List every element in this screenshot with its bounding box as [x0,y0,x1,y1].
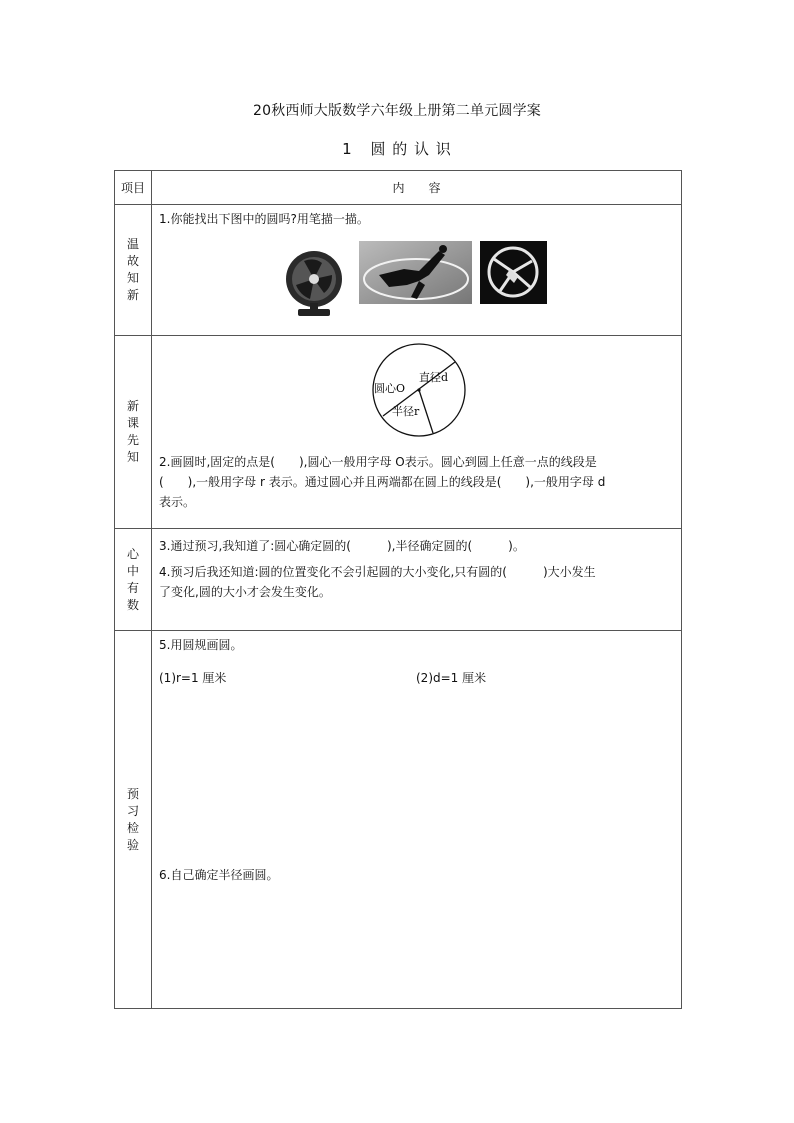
question-5-part1: (1)r=1 厘米 [159,671,227,685]
question-4-line1: 4.预习后我还知道:圆的位置变化不会引起圆的大小变化,只有圆的( )大小发生 [159,565,596,579]
preview-content-cell [152,336,682,529]
review-content-cell [152,205,682,336]
section-title [0,138,794,159]
document-title: 20秋西师大版数学六年级上册第二单元圆学案 [252,103,541,119]
fan-image [284,249,344,317]
question-2 [152,448,681,512]
header-item-cell [115,171,152,205]
question-4-line2: 了变化,圆的大小才会发生变化。 [159,585,331,599]
wheel-image [480,241,547,304]
section-number: 1 [342,140,353,158]
practice-label-cell [115,631,152,1009]
header-content-label: 内 容 [392,181,441,195]
circle-diagram [369,340,469,440]
practice-content-cell [152,631,682,1009]
review-row [115,205,682,336]
question-5-work-area [152,655,681,855]
question-4 [152,556,681,602]
center-label: 圆心O [374,382,406,395]
question-6: 6.自己确定半径画圆。 [159,868,279,882]
question-2-line3: 表示。 [159,495,196,509]
diameter-label: 直径d [419,371,449,384]
review-label-cell [115,205,152,336]
review-label: 温故知新 [126,237,139,302]
question-1: 1.你能找出下图中的圆吗?用笔描一描。 [159,212,369,226]
header-row [115,171,682,205]
preview-label-cell [115,336,152,529]
discus-throw-image [359,241,472,304]
question-5-title: 5.用圆规画圆。 [159,638,243,652]
summary-label-cell [115,529,152,631]
header-item-label: 项目 [120,181,145,195]
question-5-part2: (2)d=1 厘米 [416,671,487,685]
circle-figure-area [152,336,681,448]
radius-label: 半径r [392,405,420,418]
summary-content-cell [152,529,682,631]
picture-strip [152,229,681,319]
section-name: 圆 的 认 识 [370,140,452,158]
question-2-line1: 2.画圆时,固定的点是( ),圆心一般用字母 O表示。圆心到圆上任意一点的线段是 [159,455,597,469]
preview-row [115,336,682,529]
summary-row [115,529,682,631]
preview-label: 新课先知 [126,399,139,464]
practice-row [115,631,682,1009]
header-content-cell [152,171,682,205]
question-3: 3.通过预习,我知道了:圆心确定圆的( ),半径确定圆的( )。 [159,539,525,553]
worksheet-table [114,170,682,1009]
practice-label: 预习检验 [126,786,139,852]
question-2-line2: ( ),一般用字母 r 表示。通过圆心并且两端都在圆上的线段是( ),一般用字母 d [159,475,606,489]
summary-label: 心中有数 [126,546,139,612]
